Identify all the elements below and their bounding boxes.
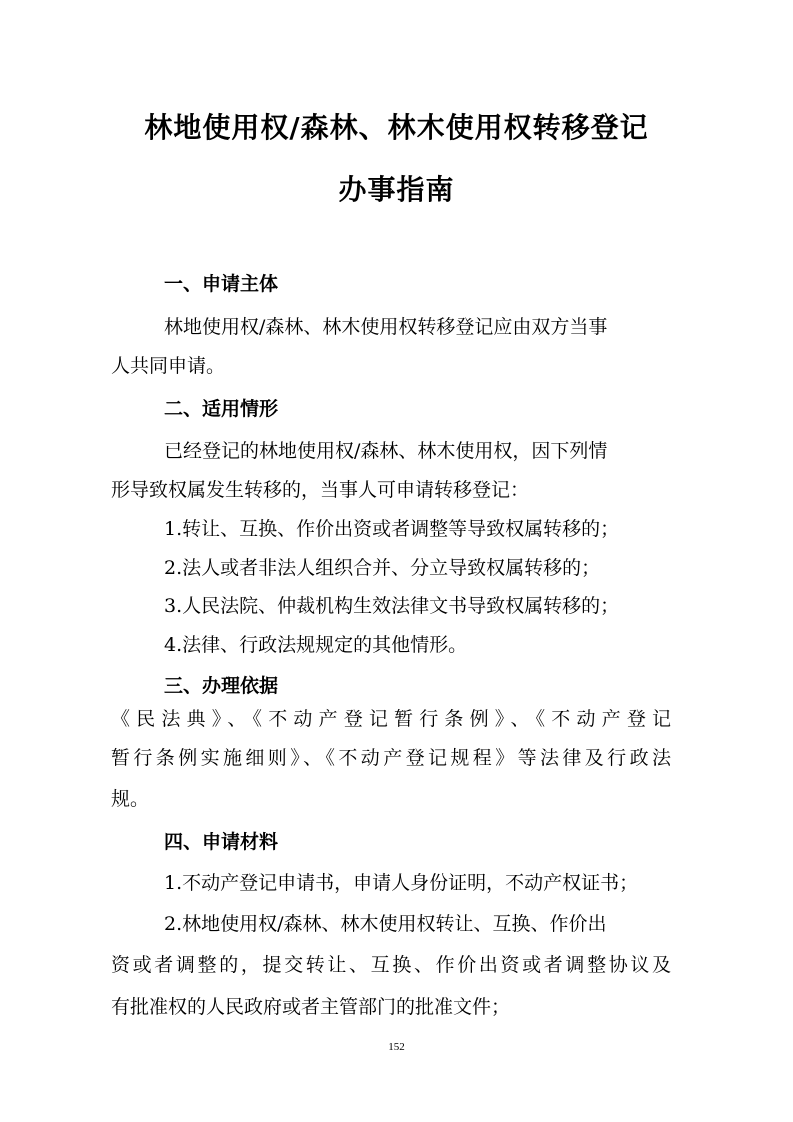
section-text-line: 暂行条例实施细则》、《不动产登记规程》等法律及行政法 <box>111 747 671 769</box>
section-text-line: 资或者调整的，提交转让、互换、作价出资或者调整协议及 <box>111 954 671 976</box>
document-title-line1: 林地使用权/森林、林木使用权转移登记 <box>144 111 649 144</box>
section-text-line: 已经登记的林地使用权/森林、林木使用权，因下列情 <box>164 440 608 462</box>
section-heading-applicable-cases: 二、适用情形 <box>164 398 279 420</box>
section-text-line: 《民法典》、《不动产登记暂行条例》、《不动产登记 <box>111 708 671 730</box>
list-item: 2.法人或者非法人组织合并、分立导致权属转移的； <box>164 557 601 579</box>
section-text-line: 人共同申请。 <box>111 355 226 377</box>
page-number: 152 <box>388 1041 405 1053</box>
list-item: 2.林地使用权/森林、林木使用权转让、互换、作价出 <box>164 913 607 935</box>
list-item: 4.法律、行政法规规定的其他情形。 <box>164 634 468 656</box>
list-item: 1.转让、互换、作价出资或者调整等导致权属转移的； <box>164 518 620 540</box>
section-heading-applicant: 一、申请主体 <box>164 273 279 295</box>
section-text-line: 林地使用权/森林、林木使用权转移登记应由双方当事 <box>164 316 608 338</box>
section-heading-legal-basis: 三、办理依据 <box>164 675 279 697</box>
section-text-line: 规。 <box>111 788 150 810</box>
document-title-line2: 办事指南 <box>338 173 455 206</box>
section-heading-materials: 四、申请材料 <box>164 831 279 853</box>
list-item: 3.人民法院、仲裁机构生效法律文书导致权属转移的； <box>164 595 620 617</box>
list-item: 1.不动产登记申请书，申请人身份证明，不动产权证书； <box>164 872 639 894</box>
section-text-line: 形导致权属发生转移的，当事人可申请转移登记： <box>111 479 530 501</box>
section-text-line: 有批准权的人民政府或者主管部门的批准文件； <box>111 996 511 1018</box>
